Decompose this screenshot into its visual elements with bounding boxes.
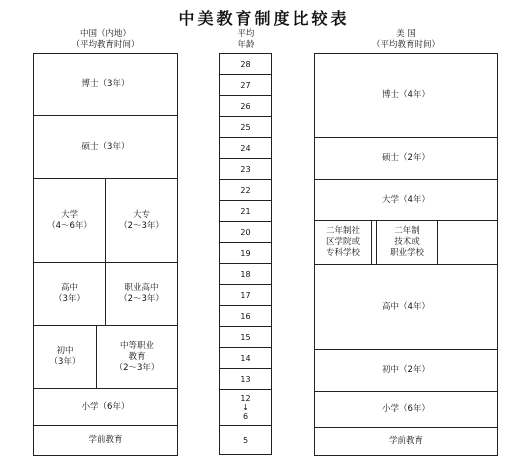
usa-university-block: 大学（4年） — [314, 179, 498, 221]
page-title: 中美教育制度比较表 — [178, 9, 350, 28]
china-vocational-high-block: 职业高中 （2～3年） — [105, 262, 178, 326]
age-cell: 26 — [219, 95, 272, 117]
china-masters-block: 硕士（3年） — [33, 115, 178, 179]
usa-technical-school-block: 二年制 技术或 职业学校 — [376, 220, 438, 265]
age-cell: 21 — [219, 200, 272, 222]
china-primary-block: 小学（6年） — [33, 388, 178, 426]
age-cell: 14 — [219, 347, 272, 369]
age-cell: 12 ↓ 6 — [219, 389, 272, 426]
china-phd-block: 博士（3年） — [33, 53, 178, 116]
usa-primary-block: 小学（6年） — [314, 391, 498, 428]
age-cell: 15 — [219, 326, 272, 348]
age-cell: 20 — [219, 221, 272, 243]
china-junior-high-block: 初中 （3年） — [33, 325, 97, 389]
china-preschool-block: 学前教育 — [33, 425, 178, 456]
usa-column-header: 美 国 （平均教育时间） — [371, 29, 440, 50]
usa-community-college-block: 二年制社 区学院或 专科学校 — [314, 220, 372, 265]
age-cell: 17 — [219, 284, 272, 306]
china-column-header: 中国（内地） （平均教育时间） — [71, 29, 140, 50]
age-cell: 25 — [219, 116, 272, 138]
age-cell: 16 — [219, 305, 272, 327]
age-cell: 5 — [219, 425, 272, 455]
china-college-block: 大专 （2～3年） — [105, 178, 178, 263]
china-high-school-block: 高中 （3年） — [33, 262, 106, 326]
usa-junior-high-block: 初中（2年） — [314, 349, 498, 392]
age-cell: 23 — [219, 158, 272, 180]
age-cell: 22 — [219, 179, 272, 201]
age-cell: 13 — [219, 368, 272, 390]
usa-preschool-block: 学前教育 — [314, 427, 498, 456]
age-cell: 27 — [219, 74, 272, 96]
usa-phd-block: 博士（4年） — [314, 53, 498, 138]
usa-masters-block: 硕士（2年） — [314, 137, 498, 180]
china-university-block: 大学 （4～6年） — [33, 178, 106, 263]
age-cell: 18 — [219, 263, 272, 285]
age-column-header: 平均 年龄 — [237, 29, 255, 50]
age-cell: 28 — [219, 53, 272, 75]
usa-high-school-block: 高中（4年） — [314, 264, 498, 350]
china-secondary-vocational-block: 中等职业 教育 （2～3年） — [96, 325, 178, 389]
age-cell: 24 — [219, 137, 272, 159]
age-cell: 19 — [219, 242, 272, 264]
